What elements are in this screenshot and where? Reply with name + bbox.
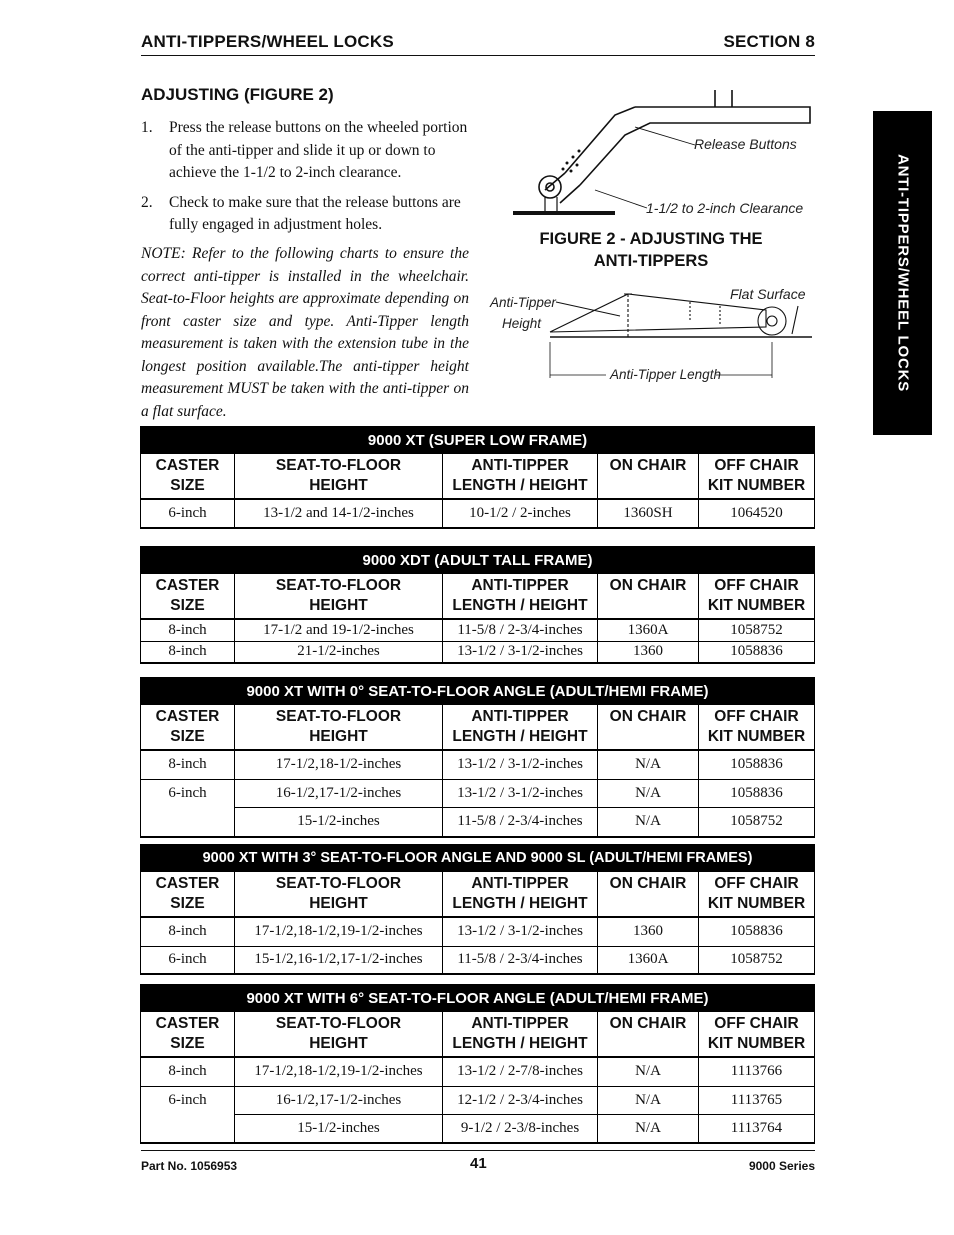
cell-caster: 8-inch [141, 619, 235, 641]
cell-on-chair: N/A [598, 807, 699, 837]
footer-series: 9000 Series [748, 1159, 815, 1173]
col-seat-to-floor: SEAT-TO-FLOOR HEIGHT [235, 872, 443, 918]
note-paragraph: NOTE: Refer to the following charts to ensure the correct anti-tipper is installed in the wheelchair. Seat-to-Floor heights are approximate depending on front caster size and type. Anti-Tipper length measurement is taken with the extension tube in the longest position available.The anti-tipper height measurement MUST be taken with the anti-tipper on a flat surface. [141, 245, 469, 420]
section-heading: ADJUSTING (FIGURE 2) [141, 85, 334, 104]
cell-seat-height: 16-1/2,17-1/2-inches [235, 779, 443, 807]
col-anti-tipper: ANTI-TIPPER LENGTH / HEIGHT [443, 705, 598, 751]
spec-table-0-degree [140, 677, 815, 838]
side-tab-label: ANTI-TIPPERS/WHEEL LOCKS [894, 153, 911, 393]
col-off-chair: OFF CHAIR KIT NUMBER [699, 574, 815, 620]
cell-length-height: 11-5/8 / 2-3/4-inches [443, 807, 598, 837]
col-off-chair: OFF CHAIR KIT NUMBER [699, 705, 815, 751]
spec-table-3-degree [140, 844, 815, 975]
label-anti-tipper-length: Anti-Tipper Length [610, 367, 721, 382]
cell-length-height: 11-5/8 / 2-3/4-inches [443, 619, 598, 641]
table-title: 9000 XT WITH 6° SEAT-TO-FLOOR ANGLE (ADULT/HEMI FRAME) [141, 985, 815, 1012]
cell-caster: 6-inch [141, 779, 235, 807]
cell-length-height: 13-1/2 / 3-1/2-inches [443, 779, 598, 807]
label-flat-surface: Flat Surface [730, 286, 806, 302]
step-number: 2. [141, 193, 153, 211]
table-row [141, 619, 815, 641]
steps-list [141, 117, 471, 244]
figure-caption-line2: ANTI-TIPPERS [593, 252, 709, 270]
col-off-chair: OFF CHAIR KIT NUMBER [699, 454, 815, 500]
cell-on-chair: N/A [598, 750, 699, 779]
step-text: Press the release buttons on the wheeled portion of the anti-tipper and slide it up or down to achieve the 1-1/2 to 2-inch clearance. [169, 119, 468, 181]
cell-length-height: 11-5/8 / 2-3/4-inches [443, 946, 598, 974]
col-seat-to-floor: SEAT-TO-FLOOR HEIGHT [235, 574, 443, 620]
col-on-chair: ON CHAIR [598, 705, 699, 751]
cell-kit-number: 1113764 [699, 1114, 815, 1143]
cell-seat-height: 17-1/2,18-1/2,19-1/2-inches [235, 1057, 443, 1086]
col-off-chair: OFF CHAIR KIT NUMBER [699, 872, 815, 918]
footer-part-number: Part No. 1056953 [141, 1159, 238, 1173]
table-row [141, 750, 815, 779]
cell-caster: 8-inch [141, 641, 235, 663]
cell-kit-number: 1058752 [699, 807, 815, 837]
cell-on-chair: 1360A [598, 619, 699, 641]
header-section-title: ANTI-TIPPERS/WHEEL LOCKS [141, 32, 394, 51]
cell-length-height: 9-1/2 / 2-3/8-inches [443, 1114, 598, 1143]
table-row [141, 946, 815, 974]
cell-seat-height: 21-1/2-inches [235, 641, 443, 663]
spec-table-adult-tall [140, 546, 815, 664]
footer-page-number: 41 [470, 1155, 487, 1172]
table-row [141, 807, 815, 837]
table-title: 9000 XT WITH 0° SEAT-TO-FLOOR ANGLE (ADULT/HEMI FRAME) [141, 678, 815, 705]
cell-seat-height: 15-1/2,16-1/2,17-1/2-inches [235, 946, 443, 974]
cell-kit-number: 1113765 [699, 1086, 815, 1114]
table-row [141, 1114, 815, 1143]
col-on-chair: ON CHAIR [598, 1012, 699, 1058]
cell-kit-number: 1058836 [699, 917, 815, 946]
cell-seat-height: 17-1/2,18-1/2,19-1/2-inches [235, 917, 443, 946]
cell-length-height: 10-1/2 / 2-inches [443, 499, 598, 528]
label-clearance: 1-1/2 to 2-inch Clearance [646, 200, 804, 216]
table-row [141, 641, 815, 663]
figure-caption-line1: FIGURE 2 - ADJUSTING THE [539, 230, 763, 248]
step-item [141, 117, 471, 185]
table-row [141, 779, 815, 807]
label-anti-tipper: Anti-Tipper [490, 295, 556, 310]
cell-on-chair: 1360SH [598, 499, 699, 528]
cell-length-height: 12-1/2 / 2-3/4-inches [443, 1086, 598, 1114]
cell-seat-height: 15-1/2-inches [235, 1114, 443, 1143]
col-caster-size: CASTER SIZE [141, 1012, 235, 1058]
cell-caster: 8-inch [141, 917, 235, 946]
col-seat-to-floor: SEAT-TO-FLOOR HEIGHT [235, 705, 443, 751]
col-seat-to-floor: SEAT-TO-FLOOR HEIGHT [235, 1012, 443, 1058]
cell-on-chair: 1360 [598, 917, 699, 946]
cell-caster [141, 807, 235, 837]
label-release-buttons: Release Buttons [694, 136, 797, 152]
header-rule [141, 55, 815, 56]
table-title: 9000 XT (SUPER LOW FRAME) [141, 427, 815, 454]
col-anti-tipper: ANTI-TIPPER LENGTH / HEIGHT [443, 574, 598, 620]
col-anti-tipper: ANTI-TIPPER LENGTH / HEIGHT [443, 872, 598, 918]
cell-kit-number: 1058836 [699, 779, 815, 807]
cell-length-height: 13-1/2 / 3-1/2-inches [443, 917, 598, 946]
label-height: Height [502, 316, 542, 331]
cell-caster: 8-inch [141, 750, 235, 779]
cell-length-height: 13-1/2 / 3-1/2-inches [443, 641, 598, 663]
table-row [141, 499, 815, 528]
cell-on-chair: N/A [598, 1114, 699, 1143]
cell-on-chair: N/A [598, 779, 699, 807]
col-on-chair: ON CHAIR [598, 872, 699, 918]
cell-seat-height: 17-1/2,18-1/2-inches [235, 750, 443, 779]
col-on-chair: ON CHAIR [598, 574, 699, 620]
figure-caption [503, 228, 799, 272]
cell-caster [141, 1114, 235, 1143]
header-section-number: SECTION 8 [723, 32, 815, 51]
cell-length-height: 13-1/2 / 2-7/8-inches [443, 1057, 598, 1086]
table-title: 9000 XDT (ADULT TALL FRAME) [141, 547, 815, 574]
cell-seat-height: 15-1/2-inches [235, 807, 443, 837]
cell-seat-height: 16-1/2,17-1/2-inches [235, 1086, 443, 1114]
cell-length-height: 13-1/2 / 3-1/2-inches [443, 750, 598, 779]
spec-table-super-low [140, 426, 815, 529]
col-caster-size: CASTER SIZE [141, 872, 235, 918]
step-text: Check to make sure that the release buttons are fully engaged in adjustment holes. [169, 193, 461, 233]
col-anti-tipper: ANTI-TIPPER LENGTH / HEIGHT [443, 454, 598, 500]
cell-seat-height: 17-1/2 and 19-1/2-inches [235, 619, 443, 641]
table-row [141, 1057, 815, 1086]
cell-on-chair: N/A [598, 1086, 699, 1114]
cell-caster: 8-inch [141, 1057, 235, 1086]
step-item [141, 192, 471, 237]
col-anti-tipper: ANTI-TIPPER LENGTH / HEIGHT [443, 1012, 598, 1058]
spec-table-6-degree [140, 984, 815, 1144]
cell-on-chair: 1360A [598, 946, 699, 974]
cell-caster: 6-inch [141, 499, 235, 528]
col-caster-size: CASTER SIZE [141, 705, 235, 751]
col-on-chair: ON CHAIR [598, 454, 699, 500]
cell-kit-number: 1058836 [699, 750, 815, 779]
table-row [141, 917, 815, 946]
table-title: 9000 XT WITH 3° SEAT-TO-FLOOR ANGLE AND 9000 SL (ADULT/HEMI FRAMES) [141, 845, 815, 872]
cell-kit-number: 1058836 [699, 641, 815, 663]
cell-kit-number: 1058752 [699, 619, 815, 641]
col-seat-to-floor: SEAT-TO-FLOOR HEIGHT [235, 454, 443, 500]
step-number: 1. [141, 119, 153, 136]
cell-caster: 6-inch [141, 946, 235, 974]
cell-on-chair: 1360 [598, 641, 699, 663]
footer-rule [141, 1150, 815, 1151]
cell-on-chair: N/A [598, 1057, 699, 1086]
cell-kit-number: 1113766 [699, 1057, 815, 1086]
cell-seat-height: 13-1/2 and 14-1/2-inches [235, 499, 443, 528]
cell-kit-number: 1058752 [699, 946, 815, 974]
cell-caster: 6-inch [141, 1086, 235, 1114]
cell-kit-number: 1064520 [699, 499, 815, 528]
side-tab [873, 111, 932, 435]
col-caster-size: CASTER SIZE [141, 454, 235, 500]
table-row [141, 1086, 815, 1114]
col-caster-size: CASTER SIZE [141, 574, 235, 620]
col-off-chair: OFF CHAIR KIT NUMBER [699, 1012, 815, 1058]
